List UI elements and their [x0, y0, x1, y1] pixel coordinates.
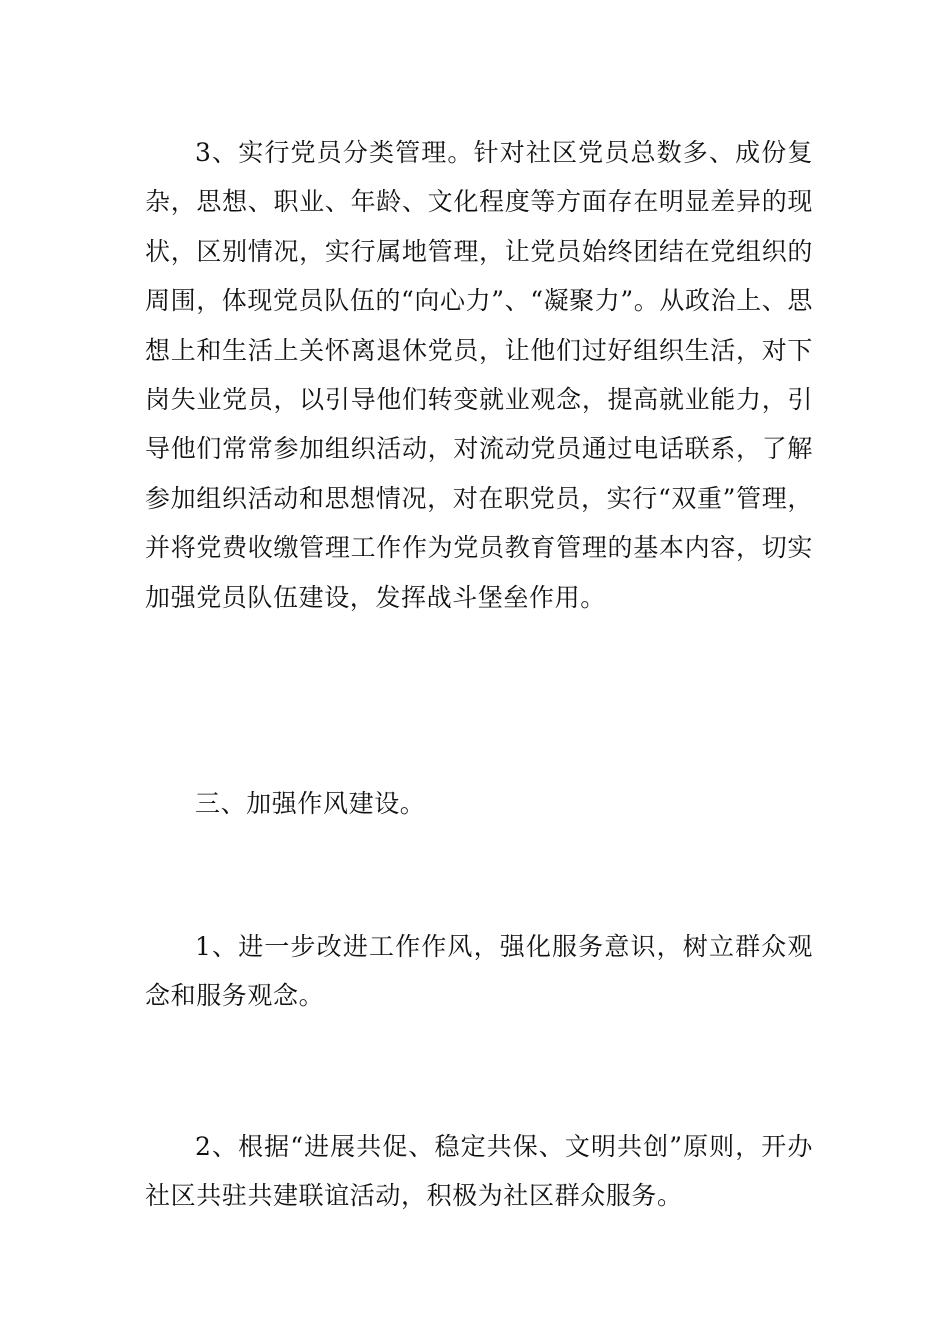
- paragraph-improve-work-style: 1、进一步改进工作作风，强化服务意识，树立群众观念和服务观念。: [145, 932, 813, 1011]
- paragraph-party-member-management: 3、实行党员分类管理。针对社区党员总数多、成份复杂，思想、职业、年龄、文化程度等方面存在明显差异的现状，区别情况，实行属地管理，让党员始终团结在党组织的周围，体现党员队伍的“向心力”、“凝聚力”。从政治上、思想上和生活上关怀离退休党员，让他们过好组织生活，对下岗失业党员，以引导他们转变就业观念，提高就业能力，引导他们常常参加组织活动，对流动党员通过电话联系，了解参加组织活动和思想情况，对在职党员，实行“双重”管理，并将党费收缴管理工作作为党员教育管理的基本内容，切实加强党员队伍建设，发挥战斗堡垒作用。: [145, 138, 813, 612]
- paragraph-community-joint-activities: 2、根据“进展共促、稳定共保、文明共创”原则，开办社区共驻共建联谊活动，积极为社区群众服务。: [145, 1132, 813, 1211]
- section-heading-work-style: 三、加强作风建设。: [195, 789, 426, 818]
